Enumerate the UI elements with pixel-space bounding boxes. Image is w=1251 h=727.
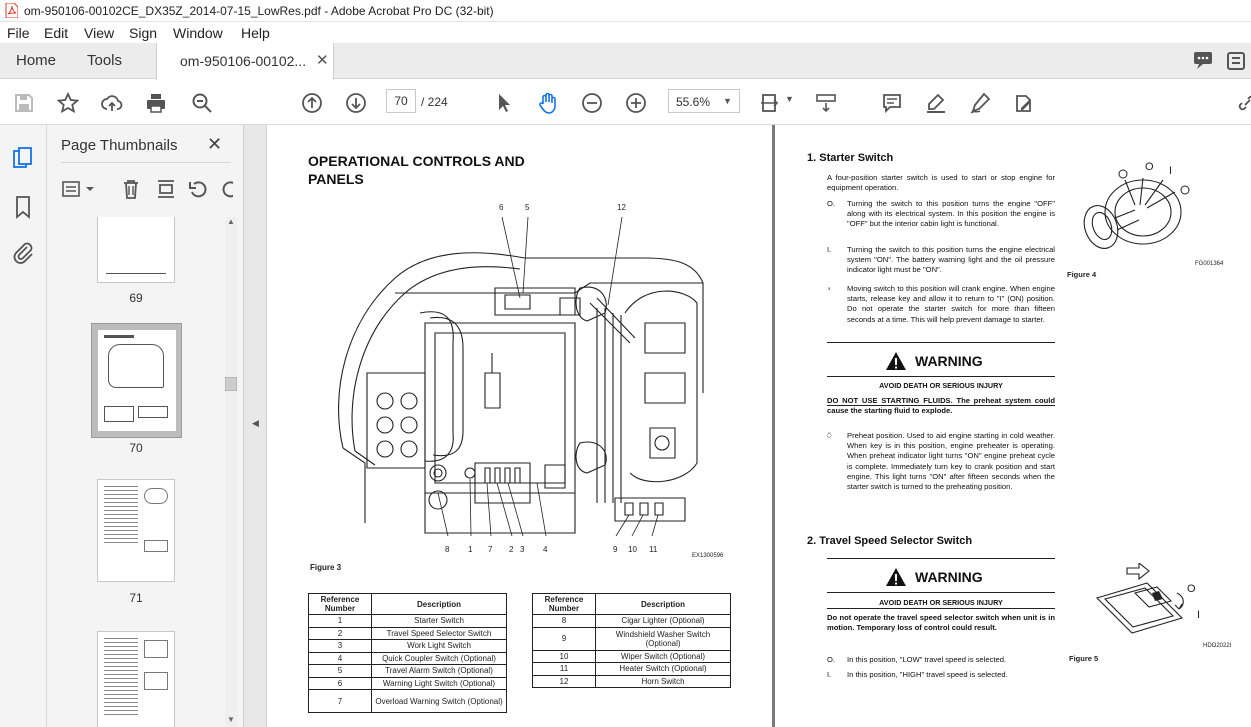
thumb-figure — [144, 640, 168, 658]
table-row — [309, 677, 507, 690]
table-cell: 1 — [309, 615, 372, 628]
panel-divider — [61, 162, 231, 163]
scroll-mode-icon[interactable] — [815, 92, 837, 114]
pdf-app-icon — [5, 3, 18, 18]
table-row — [309, 690, 507, 713]
table-cell: 6 — [309, 677, 372, 690]
table-cell: 9 — [533, 627, 596, 650]
thumb-line — [106, 273, 166, 274]
window-title: om-950106-00102CE_DX35Z_2014-07-15_LowRes.pdf - Adobe Acrobat Pro DC (32-bit) — [24, 4, 494, 18]
table-cell: Cigar Lighter (Optional) — [596, 615, 731, 628]
hand-tool-icon[interactable] — [537, 92, 559, 114]
table-cell: Quick Coupler Switch (Optional) — [372, 652, 507, 665]
callout-3: 3 — [520, 545, 525, 554]
tab-document[interactable] — [156, 43, 334, 80]
figure-5-drawing — [1087, 563, 1197, 643]
warning-1-text: DO NOT USE STARTING FLUIDS. The preheat system could cause the starting fluid to explode. — [827, 396, 1055, 416]
fig5-label-o: O — [1187, 583, 1196, 595]
thumb-table-2 — [138, 406, 168, 418]
table-cell: 12 — [533, 675, 596, 688]
zoom-out-icon[interactable] — [581, 92, 603, 114]
table-cell: 7 — [309, 690, 372, 713]
section-1-intro: A four-position starter switch is used to start or stop engine for equipment operation. — [827, 173, 1055, 193]
item-text: Turning the switch to this position turns the engine "OFF" along with its electrical system. In this position the engine is "OFF" but the interior cabin light is functional. — [847, 199, 1055, 229]
preheat-icon: ⍥ — [827, 431, 832, 440]
document-page-right — [775, 125, 1251, 727]
table-cell: Warning Light Switch (Optional) — [372, 677, 507, 690]
table-cell: Horn Switch — [596, 675, 731, 688]
warning-triangle-icon — [885, 567, 907, 587]
thumb-text — [104, 638, 138, 718]
table-cell: 2 — [309, 627, 372, 640]
heading-line-1: OPERATIONAL CONTROLS AND — [308, 153, 525, 169]
figure-5-caption: Figure 5 — [1069, 654, 1099, 663]
table-cell: 4 — [309, 652, 372, 665]
rotate-clockwise-icon[interactable] — [219, 178, 233, 200]
item-text: Moving switch to this position will crank engine. When engine starts, release key and allow it to return to "I" (ON) position. Do not operate the starter switch for more than fifteen seconds at a time. This will help prevent damage to starter. — [847, 284, 1055, 324]
page-total: / 224 — [421, 95, 448, 109]
callout-12: 12 — [617, 203, 626, 212]
zoom-value: 55.6% — [676, 95, 711, 109]
table-row — [309, 652, 507, 665]
table-row — [309, 665, 507, 678]
table-row — [533, 650, 731, 663]
warning-divider — [827, 376, 1055, 377]
table-row — [533, 675, 731, 688]
chevron-down-icon[interactable]: ▼ — [785, 94, 794, 104]
table-row — [533, 663, 731, 676]
page-number-input[interactable]: 70 — [386, 89, 416, 113]
callout-10: 10 — [628, 545, 637, 554]
figure-4-caption: Figure 4 — [1067, 270, 1097, 279]
extract-page-icon[interactable] — [155, 178, 177, 200]
crank-icon: ⍤ — [827, 284, 832, 293]
comment-icon[interactable] — [1191, 49, 1215, 71]
heading-line-2: PANELS — [308, 171, 364, 187]
thumb-table-1 — [104, 406, 134, 422]
delete-page-icon[interactable] — [120, 178, 142, 200]
preheat-text: Preheat position. Used to aid engine starting in cold weather. When key is in this position, engine preheater is operating. When preheat indicator light turns "ON" engine preheat cycle is complete. Immediately turn key to crank position and start engine. This light turns "ON" after fifteen seconds when the starter switch is turned to the preheating position. — [847, 431, 1055, 492]
table-header-desc: Description — [596, 594, 731, 615]
thumb-label-69: 69 — [129, 291, 143, 305]
thumb-figure — [144, 488, 168, 504]
tab-home[interactable]: Home — [16, 52, 57, 69]
table-row — [533, 627, 731, 650]
menu-window[interactable]: Window — [173, 25, 223, 41]
table-row — [309, 627, 507, 640]
warning-2-text: Do not operate the travel speed selector switch when unit is in motion. Temporary loss of control could result. — [827, 613, 1055, 633]
callout-9: 9 — [613, 545, 618, 554]
table-cell: 11 — [533, 663, 596, 676]
thumbnails-panel — [47, 125, 243, 727]
figure-4-code: FG001364 — [1195, 261, 1224, 267]
close-panel-icon[interactable]: ✕ — [207, 134, 223, 154]
table-cell: Wiper Switch (Optional) — [596, 650, 731, 663]
thumb-text — [104, 486, 138, 546]
table-header-desc: Description — [372, 594, 507, 615]
warning-triangle-icon — [885, 351, 907, 371]
table-cell: 10 — [533, 650, 596, 663]
fill-sign-icon[interactable] — [1013, 92, 1035, 114]
thumb-figure — [144, 540, 168, 552]
attachment-icon[interactable] — [12, 240, 34, 264]
figure-5-code: HDO2022I — [1203, 643, 1232, 649]
title-bar — [0, 0, 1251, 22]
panel-title: Page Thumbnails — [61, 137, 178, 154]
figure-3-caption: Figure 3 — [310, 563, 342, 572]
thumb-heading — [104, 335, 134, 338]
menu-bar — [0, 22, 1251, 43]
table-cell: Travel Alarm Switch (Optional) — [372, 665, 507, 678]
table-cell: Overload Warning Switch (Optional) — [372, 690, 507, 713]
menu-edit[interactable]: Edit — [44, 25, 69, 41]
close-tab-icon[interactable]: ✕ — [316, 52, 329, 69]
warning-subtitle: AVOID DEATH OR SERIOUS INJURY — [879, 381, 1003, 390]
figure-3-drawing — [325, 203, 729, 553]
thumbnail-scrollbar[interactable] — [225, 217, 237, 727]
callout-6: 6 — [499, 203, 504, 212]
figure-3-code: EX1300596 — [692, 553, 724, 559]
item-symbol: I. — [827, 245, 832, 254]
document-view[interactable] — [267, 125, 1251, 727]
table-header-ref: Reference Number — [533, 594, 596, 615]
callout-1: 1 — [468, 545, 473, 554]
account-icon[interactable] — [1227, 51, 1245, 71]
bookmark-icon[interactable] — [14, 195, 32, 219]
warning-title: WARNING — [915, 569, 983, 585]
thumbnail-page-69[interactable] — [97, 217, 175, 283]
document-page-left — [267, 125, 772, 727]
menu-file[interactable]: File — [7, 25, 30, 41]
zoom-select[interactable] — [668, 89, 740, 113]
callout-5: 5 — [525, 203, 530, 212]
thumbnail-page-72[interactable] — [97, 631, 175, 727]
thumb-label-70: 70 — [129, 441, 143, 455]
panel-collapse-bar[interactable] — [243, 125, 267, 727]
page-thumbnails-icon[interactable] — [12, 147, 34, 173]
menu-help[interactable]: Help — [241, 25, 270, 41]
zoom-chevron-icon: ▼ — [723, 96, 732, 106]
scroll-up-arrow-icon[interactable]: ▲ — [227, 217, 235, 226]
thumbnail-page-70 — [98, 330, 176, 431]
warning-title: WARNING — [915, 353, 983, 369]
thumb-figure — [108, 344, 164, 388]
item-symbol: O. — [827, 199, 836, 208]
reference-table-2 — [532, 593, 731, 688]
menu-view[interactable]: View — [84, 25, 115, 41]
callout-4: 4 — [543, 545, 548, 554]
table-cell: Starter Switch — [372, 615, 507, 628]
table-cell: 5 — [309, 665, 372, 678]
table-cell: 3 — [309, 640, 372, 653]
rotate-counterclockwise-icon[interactable] — [188, 178, 210, 200]
table-cell: Windshield Washer Switch (Optional) — [596, 627, 731, 650]
save-icon[interactable] — [13, 92, 35, 114]
options-menu-icon[interactable] — [61, 178, 97, 200]
table-row — [533, 615, 731, 628]
page-up-icon[interactable] — [301, 92, 323, 114]
star-icon[interactable] — [57, 92, 79, 114]
figure-4-drawing — [1075, 160, 1205, 260]
section-2-title: 2. Travel Speed Selector Switch — [807, 535, 973, 547]
thumbnail-selected-frame[interactable] — [91, 323, 182, 438]
navigation-rail — [0, 125, 47, 727]
fig4-label-i: I — [1169, 165, 1173, 177]
scroll-down-arrow-icon[interactable]: ▼ — [227, 715, 235, 724]
comment-tool-icon[interactable] — [881, 92, 903, 114]
page-heading — [308, 152, 525, 188]
thumbnail-page-71[interactable] — [97, 479, 175, 582]
item-text: Turning the switch to this position turns the engine electrical system "ON". The battery warning light and the oil pressure indicator light must be "ON". — [847, 245, 1055, 275]
thumb-label-71: 71 — [129, 591, 143, 605]
print-icon[interactable] — [145, 92, 167, 114]
table-row — [309, 615, 507, 628]
fig5-label-i: I — [1197, 609, 1201, 621]
table-header-ref: Reference Number — [309, 594, 372, 615]
warning-subtitle: AVOID DEATH OR SERIOUS INJURY — [879, 598, 1003, 607]
menu-sign[interactable]: Sign — [129, 25, 158, 41]
warning-box-2 — [827, 558, 1055, 609]
page-fit-icon[interactable] — [760, 92, 782, 114]
thumb-figure — [144, 672, 168, 690]
zoom-in-icon[interactable] — [625, 92, 647, 114]
select-cursor-icon[interactable] — [493, 92, 515, 114]
item-symbol: O. — [827, 655, 836, 664]
share-link-icon[interactable] — [1236, 92, 1251, 114]
scrollbar-thumb[interactable] — [225, 377, 237, 391]
zoom-search-icon[interactable] — [191, 92, 213, 114]
callout-7: 7 — [488, 545, 493, 554]
cloud-upload-icon[interactable] — [101, 92, 123, 114]
warning-divider — [827, 592, 1055, 593]
section-1-title: 1. Starter Switch — [807, 152, 894, 164]
callout-2: 2 — [509, 545, 514, 554]
item-symbol: I. — [827, 670, 832, 679]
collapse-arrow-icon[interactable]: ◀ — [252, 418, 259, 428]
table-cell: Work Light Switch — [372, 640, 507, 653]
table-cell: 8 — [533, 615, 596, 628]
item-text: In this position, "HIGH" travel speed is selected. — [847, 670, 1008, 679]
toolbar — [0, 80, 1251, 125]
callout-8: 8 — [445, 545, 450, 554]
tab-document-label: om-950106-00102... — [180, 53, 307, 69]
tab-tools[interactable]: Tools — [87, 52, 123, 69]
highlight-icon[interactable] — [925, 92, 947, 114]
item-text: In this position, "LOW" travel speed is selected. — [847, 655, 1007, 664]
draw-pen-icon[interactable] — [969, 92, 991, 114]
page-down-icon[interactable] — [345, 92, 367, 114]
reference-table-1 — [308, 593, 507, 713]
callout-11: 11 — [649, 545, 658, 554]
table-cell: Heater Switch (Optional) — [596, 663, 731, 676]
table-cell: Travel Speed Selector Switch — [372, 627, 507, 640]
fig4-label-o: O — [1145, 161, 1154, 173]
table-row — [309, 640, 507, 653]
